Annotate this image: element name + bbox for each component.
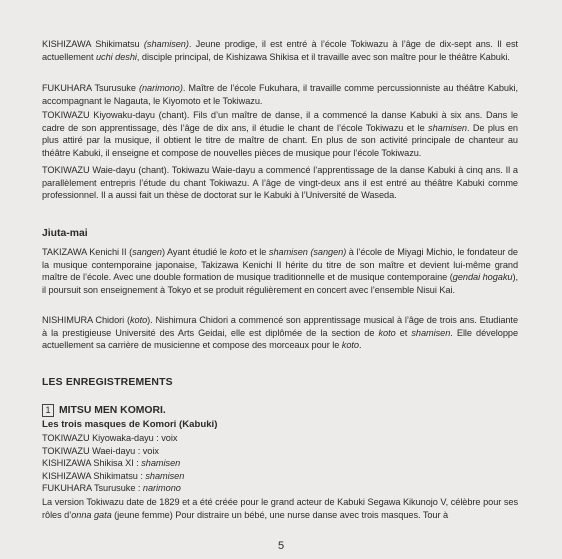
performer-name: KISHIZAWA Shikimatsu : bbox=[42, 470, 146, 481]
performer-name: FUKUHARA Tsurusuke : bbox=[42, 483, 143, 494]
bio-text: ), il poursuit son enseignement à Tokyo et se produit régulièrement en concert avec l’ensemble Nisui Kai. bbox=[42, 272, 518, 295]
bio-role: (narimono) bbox=[138, 83, 183, 93]
track-number-box: 1 bbox=[42, 404, 54, 417]
track-description bbox=[42, 496, 518, 521]
performer-name: TOKIWAZU Kiyowaka-dayu : bbox=[42, 433, 162, 443]
description-text: (jeune femme) Pour distraire un bébé, une nurse danse avec trois masques. Tour à bbox=[111, 509, 449, 520]
bio-tokiwazu-kiyowaku bbox=[42, 109, 518, 159]
track-subtitle: Les trois masques de Komori (Kabuki) bbox=[42, 419, 218, 430]
bio-takizawa bbox=[42, 246, 518, 296]
bio-text: , disciple principal, de Kishizawa Shikisa et il travaille avec son maître pour le théâtre Kabuki. bbox=[136, 51, 510, 62]
bio-text: . bbox=[358, 340, 362, 351]
performer-line bbox=[42, 482, 518, 495]
performer-role: shamisen bbox=[145, 470, 185, 481]
bio-text: NISHIMURA Chidori ( bbox=[42, 315, 130, 325]
bio-text: et bbox=[395, 327, 412, 338]
bio-text: TOKIWAZU Kiyowaku-dayu (chant). Fils d’un maître de danse, il a commencé la danse Kabuki à six ans. Dans le cadre de son apprentissage, dès l’âge de dix ans, il étudie le chant de l’école Tokiwazu et le bbox=[42, 110, 518, 133]
bio-term: sangen bbox=[132, 247, 162, 257]
performer-line bbox=[42, 445, 518, 458]
bio-text: ) Ayant étudié le bbox=[161, 247, 230, 257]
section-heading-jiuta-mai: Jiuta-mai bbox=[42, 228, 88, 239]
bio-tokiwazu-waie bbox=[42, 164, 518, 202]
bio-term: gendai hogaku bbox=[452, 272, 513, 283]
bio-fukuhara bbox=[42, 82, 518, 107]
bio-text: et le bbox=[246, 247, 269, 257]
track-header bbox=[42, 404, 166, 417]
bio-text: à l’école de Miyagi Michio, le fondateur de la musique contemporaine japonaise, Takizawa Kenichi II hérite du titre de son maître et devient lui-même grand maître de l’école. Avec une double formation de musique traditionnelle et de musique contemporaine ( bbox=[42, 247, 518, 283]
performer-name: TOKIWAZU Waei-dayu : bbox=[42, 445, 143, 456]
performer-line bbox=[42, 470, 518, 483]
performer-line bbox=[42, 432, 518, 445]
bio-term: uchi deshi bbox=[96, 51, 137, 62]
bio-nishimura bbox=[42, 314, 518, 352]
bio-text: . Maître de l’école Fukuhara, il travaille comme percussionniste au théâtre Kabuki, accompagnant le Nagauta, le Kiyomoto et le Tokiwazu. bbox=[42, 83, 518, 106]
bio-kishizawa bbox=[42, 38, 518, 63]
bio-term: koto bbox=[130, 315, 148, 325]
bio-text: . Jeune prodige, il est entré à l’école Tokiwazu à l’âge de dix-sept ans. Il est actuellement bbox=[42, 39, 518, 62]
track-title: MITSU MEN KOMORI. bbox=[59, 405, 166, 416]
performer-role: shamisen bbox=[141, 458, 181, 469]
section-heading-recordings: LES ENREGISTREMENTS bbox=[42, 377, 173, 388]
bio-name: FUKUHARA Tsurusuke bbox=[42, 83, 139, 93]
bio-term: shamisen bbox=[411, 327, 451, 338]
description-term: onna gata bbox=[71, 509, 112, 520]
bio-term: koto bbox=[378, 327, 396, 338]
bio-text: TAKIZAWA Kenichi II ( bbox=[42, 247, 133, 257]
bio-text: . Elle développe actuellement sa carrière de musicienne et compose des morceaux pour le bbox=[42, 327, 519, 351]
bio-term: shamisen bbox=[428, 122, 467, 133]
bio-term: shamisen (sangen) bbox=[268, 247, 347, 257]
performer-line bbox=[42, 457, 518, 470]
bio-term: koto bbox=[229, 247, 247, 257]
performer-role: voix bbox=[142, 445, 159, 456]
bio-text: ). Nishimura Chidori a commencé son apprentissage musical à l’âge de trois ans. Etudiante à la prestigieuse Université des Arts Geidai, elle est diplômée de la section de bbox=[42, 315, 518, 338]
description-text: La version Tokiwazu date de 1829 et a été créée pour le grand acteur de Kabuki Segawa Kikunojo V, célèbre pour ses rôles d’ bbox=[42, 497, 518, 520]
bio-role: (shamisen) bbox=[143, 39, 189, 49]
bio-term: koto bbox=[341, 340, 359, 351]
bio-name: KISHIZAWA Shikimatsu bbox=[42, 39, 144, 49]
performer-name: KISHIZAWA Shikisa XI : bbox=[42, 458, 142, 469]
performer-role: narimono bbox=[142, 483, 181, 494]
performer-role: voix bbox=[161, 433, 178, 443]
page-number: 5 bbox=[277, 540, 285, 552]
performer-list bbox=[42, 432, 518, 495]
bio-text: . De plus en plus attiré par la musique, il obtient le titre de maître de chant. En plus de son activité principale de chanteur au théâtre Kabuki, il enseigne et compose de nouvelles pièces de musique pour l’école Tokiwazu. bbox=[42, 122, 518, 158]
bio-text: TOKIWAZU Waie-dayu (chant). Tokiwazu Waie-dayu a commencé l’apprentissage de la danse Kabuki à cinq ans. Il a parallèlement entrepris l’étude du chant Tokiwazu. A l’âge de vingt-deux ans il est entré au théâtre Kabuki comme professionnel. Il a aussi fait un thèse de doctorat sur le Kabuki à l’Université de Waseda. bbox=[42, 165, 518, 201]
